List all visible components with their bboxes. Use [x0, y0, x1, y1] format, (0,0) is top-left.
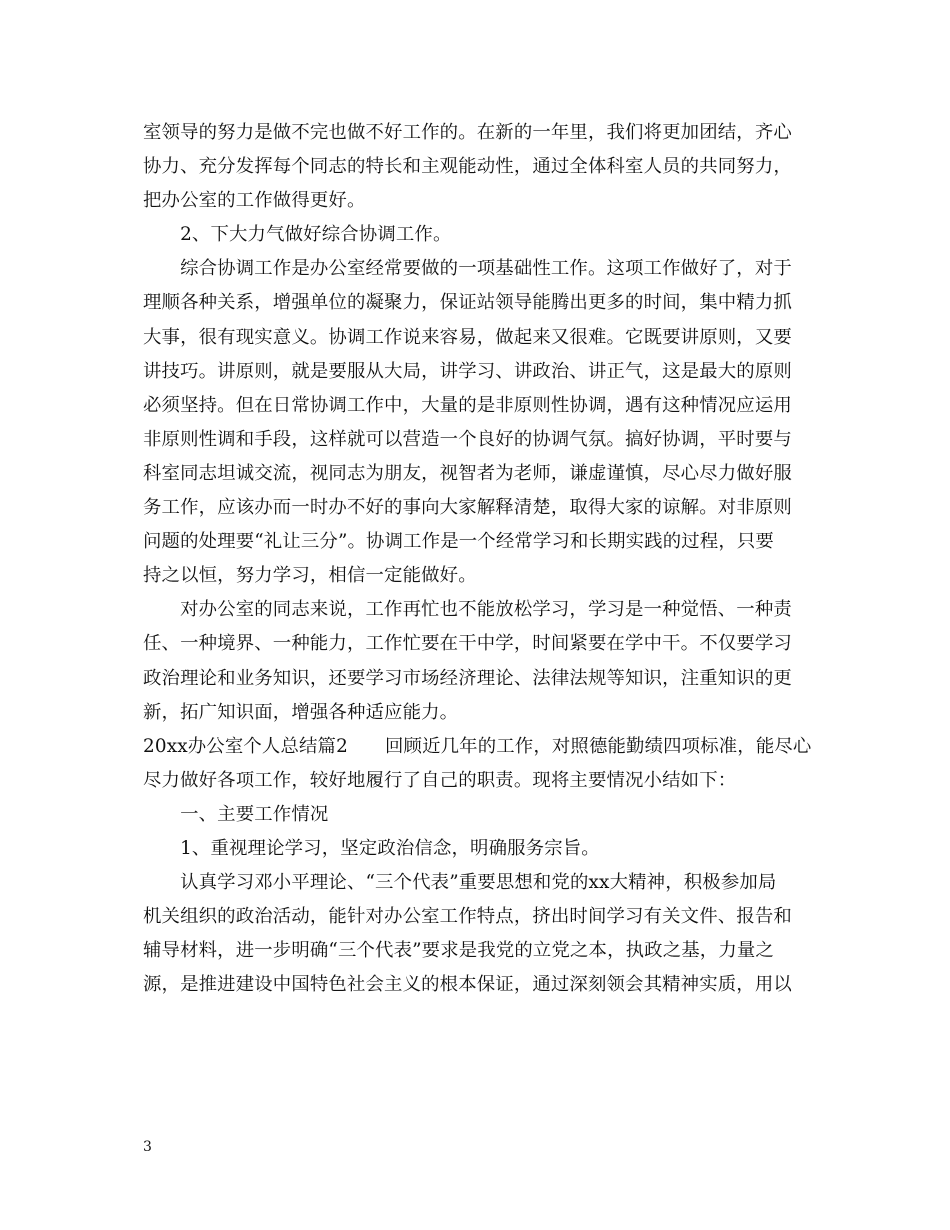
section-heading: 一、主要工作情况 — [143, 803, 329, 825]
text-line: 把办公室的工作做得更好。 — [143, 190, 366, 212]
document-body — [143, 116, 813, 1002]
text-line: 对办公室的同志来说，工作再忙也不能放松学习，学习是一种觉悟、一种责 — [143, 599, 792, 621]
text-line: 务工作，应该办而一时办不好的事向大家解释清楚，取得大家的谅解。对非原则 — [143, 497, 792, 519]
text-line: 持之以恒，努力学习，相信一定能做好。 — [143, 565, 477, 587]
text-line: 机关组织的政治活动，能针对办公室工作特点，挤出时间学习有关文件、报告和 — [143, 906, 792, 928]
text-line: 尽力做好各项工作，较好地履行了自己的职责。现将主要情况小结如下： — [143, 769, 737, 791]
text-line: 协力、充分发挥每个同志的特长和主观能动性，通过全体科室人员的共同努力， — [143, 156, 792, 178]
text-line: 必须坚持。但在日常协调工作中，大量的是非原则性协调，遇有这种情况应运用 — [143, 394, 792, 416]
text-line: 源，是推进建设中国特色社会主义的根本保证，通过深刻领会其精神实质，用以 — [143, 974, 792, 996]
text-line: 综合协调工作是办公室经常要做的一项基础性工作。这项工作做好了，对于 — [143, 258, 792, 280]
section-heading: 2、下大力气做好综合协调工作。 — [143, 224, 452, 246]
text-line: 室领导的努力是做不完也做不好工作的。在新的一年里，我们将更加团结，齐心 — [143, 122, 792, 143]
text-line: 理顺各种关系，增强单位的凝聚力，保证站领导能腾出更多的时间，集中精力抓 — [143, 292, 792, 314]
text-line: 新，拓广知识面，增强各种适应能力。 — [143, 701, 459, 723]
section-heading: 1、重视理论学习，坚定政治信念，明确服务宗旨。 — [143, 837, 600, 859]
text-line: 讲技巧。讲原则，就是要服从大局，讲学习、讲政治、讲正气，这是最大的原则 — [143, 360, 792, 382]
text-line: 非原则性调和手段，这样就可以营造一个良好的协调气氛。搞好协调，平时要与 — [143, 428, 792, 450]
text-line: 科室同志坦诚交流，视同志为朋友，视智者为老师，谦虚谨慎，尽心尽力做好服 — [143, 462, 792, 484]
article-title-line: 20xx办公室个人总结篇2 回顾近几年的工作，对照德能勤绩四项标准，能尽心 — [143, 735, 812, 757]
text-line: 任、一种境界、一种能力，工作忙要在干中学，时间紧要在学中干。不仅要学习 — [143, 633, 792, 655]
text-line: 问题的处理要“礼让三分”。协调工作是一个经常学习和长期实践的过程，只要 — [143, 531, 774, 553]
text-line: 政治理论和业务知识，还要学习市场经济理论、法律法规等知识，注重知识的更 — [143, 667, 792, 689]
text-line: 大事，很有现实意义。协调工作说来容易，做起来又很难。它既要讲原则，又要 — [143, 326, 792, 348]
text-line: 认真学习邓小平理论、“三个代表”重要思想和党的xx大精神，积极参加局 — [143, 872, 777, 894]
page-number: 3 — [143, 1139, 152, 1155]
text-line: 辅导材料，进一步明确“三个代表”要求是我党的立党之本，执政之基，力量之 — [143, 940, 774, 962]
